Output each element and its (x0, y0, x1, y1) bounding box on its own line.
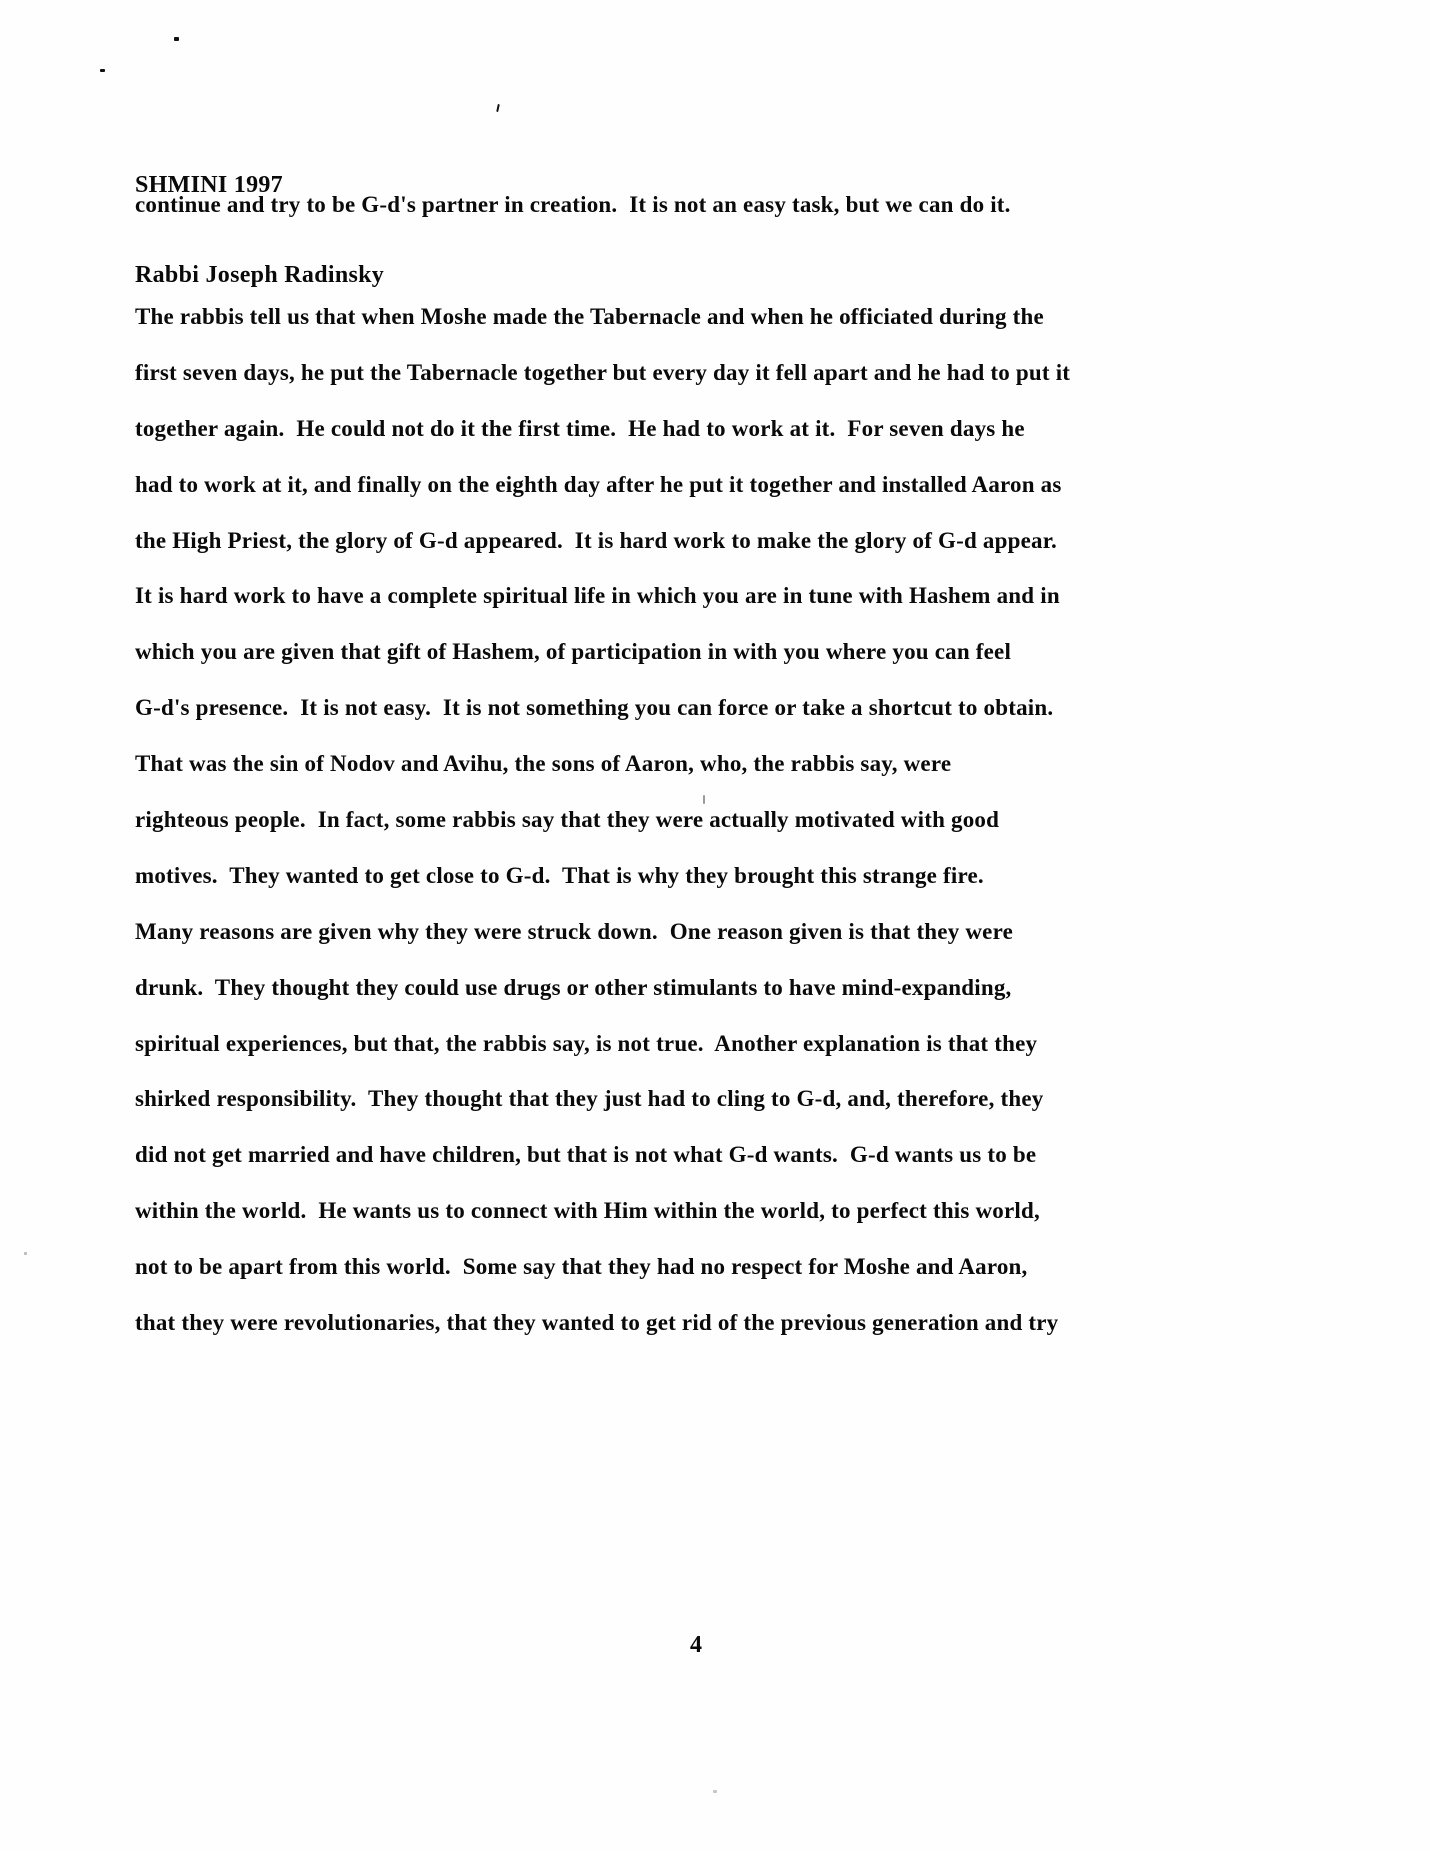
scan-artifact-speck (24, 1252, 27, 1255)
page-number: 4 (690, 1632, 702, 1658)
text-line: It is hard work to have a complete spiritual life in which you are in tune with Hashem and in (135, 583, 1060, 609)
text-line: Many reasons are given why they were struck down. One reason given is that they were (135, 918, 1013, 944)
text-line: shirked responsibility. They thought that they just had to cling to G-d, and, therefore, they (135, 1086, 1044, 1112)
text-line: the High Priest, the glory of G-d appeared. It is hard work to make the glory of G-d appear. (135, 527, 1057, 553)
text-line: which you are given that gift of Hashem, of participation in with you where you can feel (135, 639, 1012, 665)
text-line: did not get married and have children, but that is not what G-d wants. G-d wants us to be (135, 1142, 1037, 1168)
scan-artifact-speck (496, 104, 500, 112)
text-line: first seven days, he put the Tabernacle together but every day it fell apart and he had to put it (135, 359, 1071, 385)
scan-artifact-speck (174, 37, 179, 41)
document-title: SHMINI 1997 (135, 172, 283, 198)
scan-artifact-speck (713, 1790, 717, 1793)
text-line: righteous people. In fact, some rabbis say that they were actually motivated with good (135, 807, 1000, 833)
document-author: Rabbi Joseph Radinsky (135, 262, 385, 288)
text-line: that they were revolutionaries, that they wanted to get rid of the previous generation and try (135, 1310, 1059, 1336)
body-paragraph (135, 301, 1070, 1363)
text-line: together again. He could not do it the first time. He had to work at it. For seven days he (135, 415, 1025, 441)
text-line: not to be apart from this world. Some say that they had no respect for Moshe and Aaron, (135, 1254, 1028, 1280)
text-line: The rabbis tell us that when Moshe made the Tabernacle and when he officiated during the (135, 304, 1044, 329)
text-line: drunk. They thought they could use drugs or other stimulants to have mind-expanding, (135, 974, 1012, 1000)
text-line: spiritual experiences, but that, the rabbis say, is not true. Another explanation is that they (135, 1030, 1038, 1056)
scan-artifact-speck (100, 69, 105, 72)
text-line: That was the sin of Nodov and Avihu, the sons of Aaron, who, the rabbis say, were (135, 751, 952, 777)
text-line: had to work at it, and finally on the eighth day after he put it together and installed Aaron as (135, 471, 1062, 497)
text-line: G-d's presence. It is not easy. It is not something you can force or take a shortcut to obtain. (135, 695, 1054, 721)
intro-paragraph-line: continue and try to be G-d's partner in creation. It is not an easy task, but we can do it. (135, 192, 1011, 217)
text-line: motives. They wanted to get close to G-d. That is why they brought this strange fire. (135, 862, 984, 888)
text-line: within the world. He wants us to connect with Him within the world, to perfect this world, (135, 1198, 1040, 1224)
